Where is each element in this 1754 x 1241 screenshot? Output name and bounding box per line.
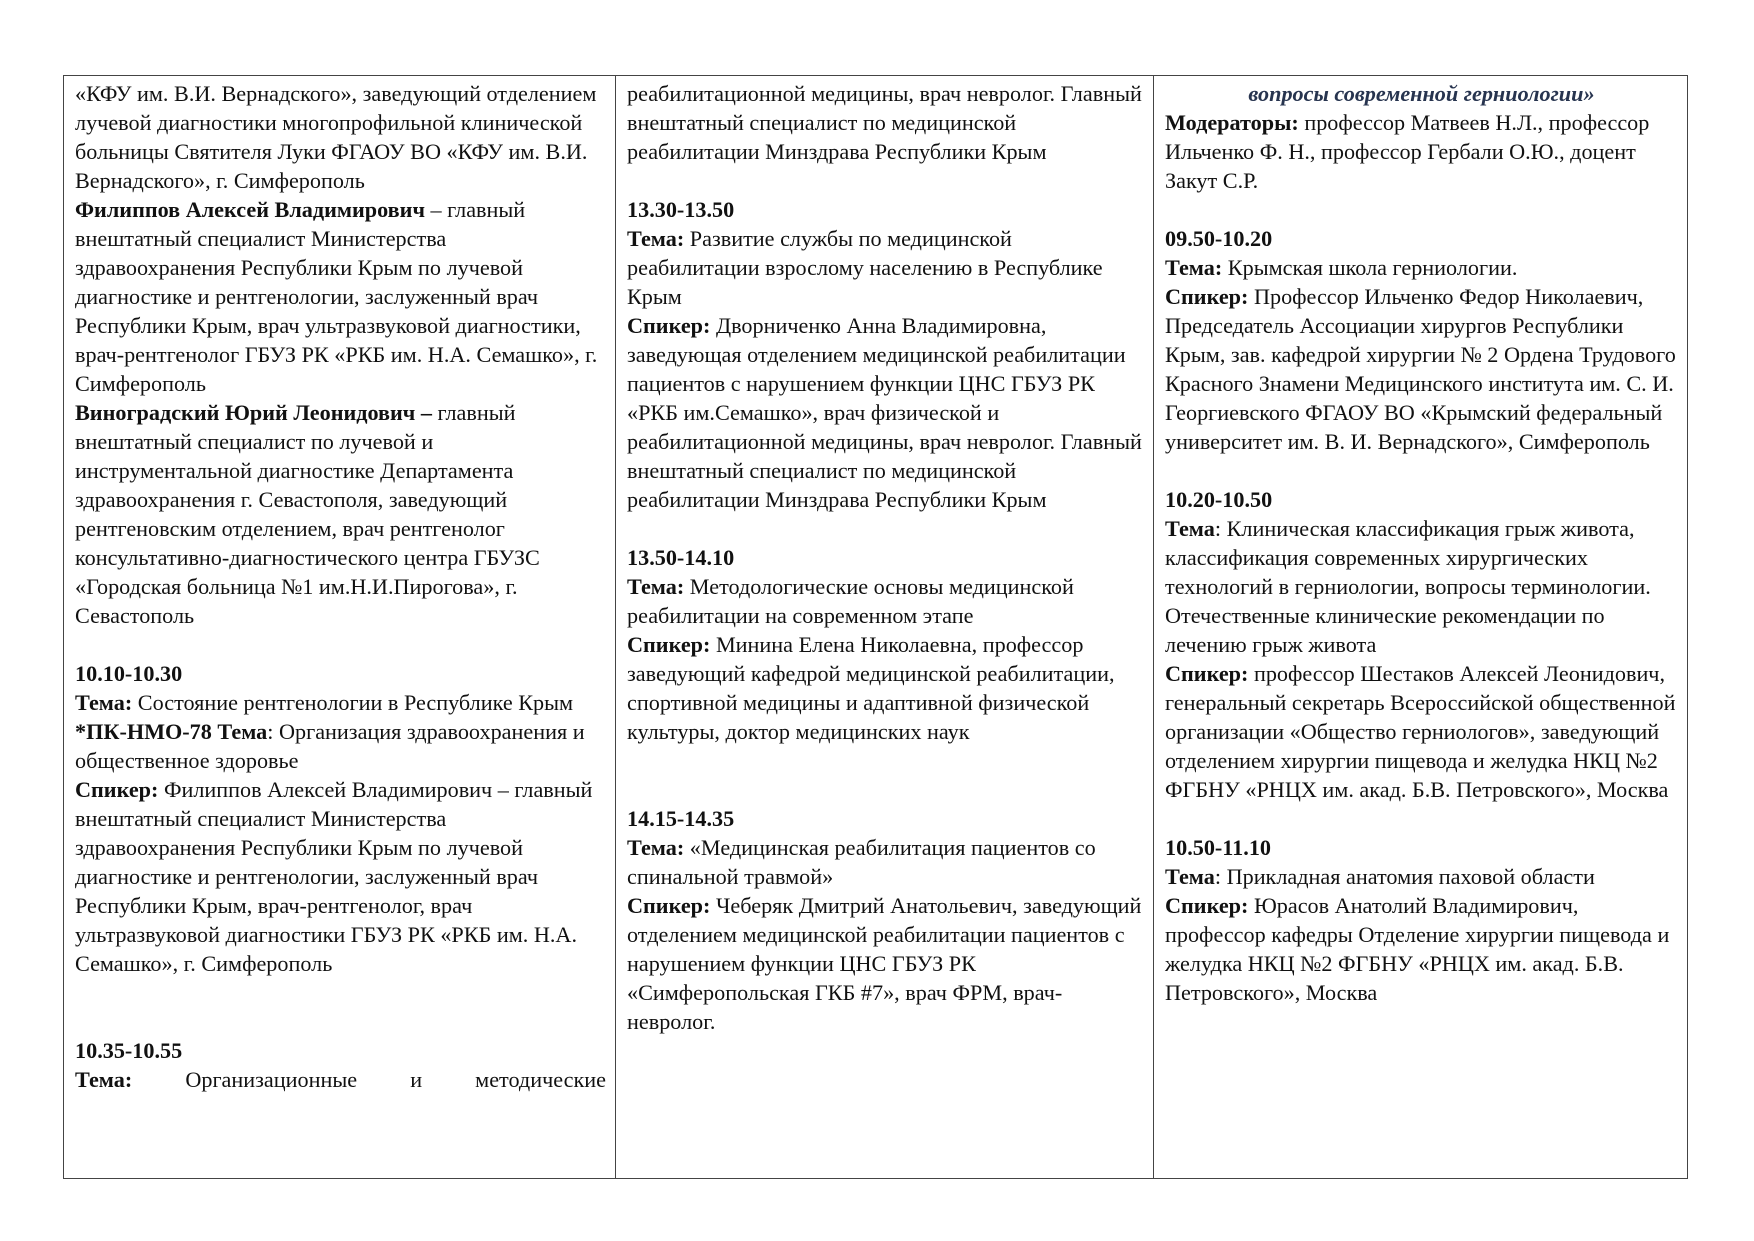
person-name: Филиппов Алексей Владимирович bbox=[75, 197, 425, 222]
session-speaker: Спикер: Минина Елена Николаевна, профессор заведующий кафедрой медицинской реабилитации, спортивной медицины и адаптивной физической культуры, доктор медицинских наук bbox=[627, 632, 1115, 744]
person-description: – главный внештатный специалист Министерства здравоохранения Республики Крым по лучевой диагностике и рентгенологии, заслуженный врач Республики Крым, врач ультразвуковой диагностики, врач-рентгенолог ГБУЗ РК «РКБ им. Н.А. Семашко», г. Симферополь bbox=[75, 197, 598, 396]
col1-person1 bbox=[75, 195, 606, 398]
col2-intro: реабилитационной медицины, врач невролог. Главный внештатный специалист по медицинской реабилитации Минздрава Республики Крым bbox=[627, 81, 1142, 164]
session-time: 10.20-10.50 bbox=[1165, 487, 1273, 512]
session-speaker: Спикер: профессор Шестаков Алексей Леонидович, генеральный секретарь Всероссийской общественной организации «Общество герниологов», заведующий отделением хирургии пищевода и желудка НКЦ №2 ФГБНУ «РНЦХ им. акад. Б.В. Петровского», Москва bbox=[1165, 661, 1676, 802]
session-topic: Тема: Организационные и методические bbox=[75, 1067, 606, 1092]
session-speaker: Спикер: Юрасов Анатолий Владимирович, профессор кафедры Отделение хирургии пищевода и желудка НКЦ №2 ФГБНУ «РНЦХ им. акад. Б.В. Петровского», Москва bbox=[1165, 893, 1670, 1005]
session-time: 13.30-13.50 bbox=[627, 197, 735, 222]
program-table bbox=[63, 75, 1688, 1179]
session-topic: Тема: «Медицинская реабилитация пациентов со спинальной травмой» bbox=[627, 835, 1096, 889]
session-time: 10.10-10.30 bbox=[75, 661, 183, 686]
session-topic: Тема: Развитие службы по медицинской реабилитации взрослому населению в Республике Крым bbox=[627, 226, 1103, 309]
session-topic: Тема: Крымская школа герниологии. bbox=[1165, 255, 1518, 280]
session-time: 10.50-11.10 bbox=[1165, 835, 1272, 860]
person-description: главный внештатный специалист по лучевой и инструментальной диагностике Департамента здравоохранения г. Севастополя, заведующий рентгеновским отделением, врач рентгенолог консультативно-диагностического центра ГБУЗС «Городская больница №1 им.Н.И.Пирогова», г. Севастополь bbox=[75, 400, 540, 628]
session-time: 13.50-14.10 bbox=[627, 545, 735, 570]
person-name: Виноградский Юрий Леонидович – bbox=[75, 400, 432, 425]
session-topic: Тема: Методологические основы медицинской реабилитации на современном этапе bbox=[627, 574, 1074, 628]
session-topic: Тема: Прикладная анатомия паховой области bbox=[1165, 864, 1595, 889]
session-speaker: Спикер: Профессор Ильченко Федор Николаевич, Председатель Ассоциации хирургов Республики Крым, зав. кафедрой хирургии № 2 Ордена Трудового Красного Знамени Медицинского института им. С. И. Георгиевского ФГАОУ ВО «Крымский федеральный университет им. В. И. Вернадского», Симферополь bbox=[1165, 284, 1676, 454]
session-time: 09.50-10.20 bbox=[1165, 226, 1273, 251]
session-topic: Тема: Состояние рентгенологии в Республике Крым bbox=[75, 690, 574, 715]
col1-intro: «КФУ им. В.И. Вернадского», заведующий отделением лучевой диагностики многопрофильной клинической больницы Святителя Луки ФГАОУ ВО «КФУ им. В.И. Вернадского», г. Симферополь bbox=[75, 81, 597, 193]
session-speaker: Спикер: Чеберяк Дмитрий Анатольевич, заведующий отделением медицинской реабилитации пациентов с нарушением функции ЦНС ГБУЗ РК «Симферопольская ГКБ #7», врач ФРМ, врач-невролог. bbox=[627, 893, 1142, 1034]
moderators: Модераторы: профессор Матвеев Н.Л., профессор Ильченко Ф. Н., профессор Гербали О.Ю., доцент Закут С.Р. bbox=[1165, 110, 1650, 193]
session-speaker: Спикер: Дворниченко Анна Владимировна, заведующая отделением медицинской реабилитации пациентов с нарушением функции ЦНС ГБУЗ РК «РКБ им.Семашко», врач физической и реабилитационной медицины, врач невролог. Главный внештатный специалист по медицинской реабилитации Минздрава Республики Крым bbox=[627, 313, 1142, 512]
session-topic: Тема: Клиническая классификация грыж живота, классификация современных хирургических технологий в герниологии, вопросы терминологии. Отечественные клинические рекомендации по лечению грыж живота bbox=[1165, 516, 1651, 657]
session-code-topic: *ПК-НМО-78 Тема: Организация здравоохранения и общественное здоровье bbox=[75, 719, 585, 773]
session-time: 10.35-10.55 bbox=[75, 1038, 183, 1063]
col1-person2 bbox=[75, 398, 606, 630]
column-1 bbox=[64, 76, 615, 1178]
session-speaker: Спикер: Филиппов Алексей Владимирович – главный внештатный специалист Министерства здравоохранения Республики Крым по лучевой диагностике и рентгенологии, заслуженный врач Республики Крым, врач-рентгенолог, врач ультразвуковой диагностики ГБУЗ РК «РКБ им. Н.А. Семашко», г. Симферополь bbox=[75, 777, 593, 976]
section-heading: вопросы современной герниологии» bbox=[1248, 81, 1595, 106]
session-time: 14.15-14.35 bbox=[627, 806, 735, 831]
column-2 bbox=[615, 76, 1153, 1178]
column-3 bbox=[1153, 76, 1687, 1178]
